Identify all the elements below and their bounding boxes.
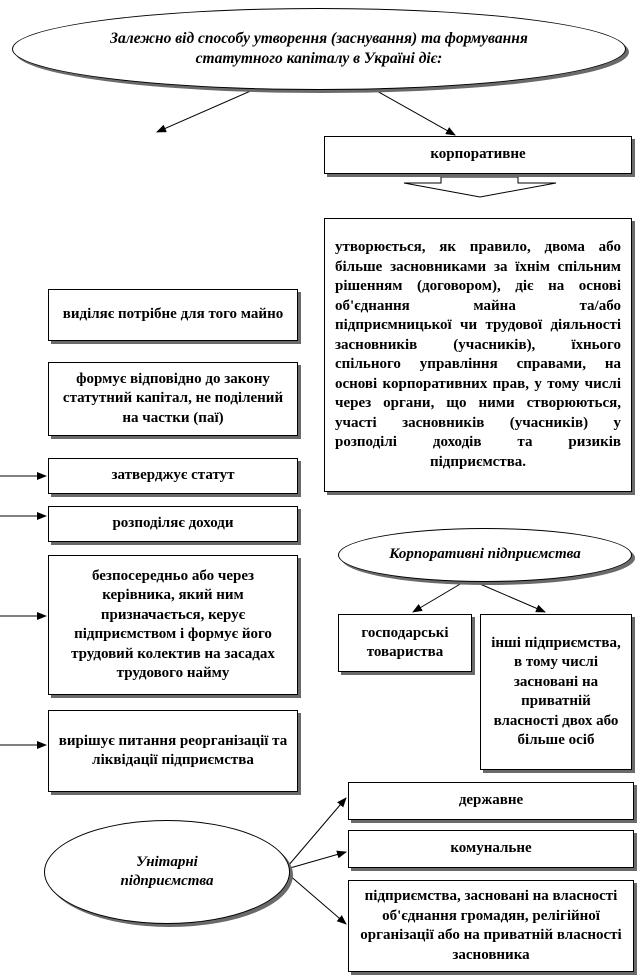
arrow-to-other-unitary <box>288 874 346 924</box>
header-text: Залежно від способу утворення (заснування) та формування статутного капіталу в Україні діє: <box>110 29 528 67</box>
corporate-description: утворюється, як правило, двома або більше засновниками за їхнім спільним рішенням (договором), діє на основі об'єднання майна та/або підприємницької чи трудової діяльності засновників (учасників), їхнього спільного управління справами, на основі корпоративних прав, у тому числі через органи, що ними створюються, участі засновників (учасників) у розподілі доходів та ризиків підприємства. <box>335 239 621 470</box>
type-text: інші підприємства, в тому числі засновані на приватній власності двох або більше осіб <box>491 634 621 748</box>
corporate-type-companies <box>338 614 472 672</box>
feature-manage-enterprise <box>48 555 298 695</box>
corporate-description-box <box>324 218 632 492</box>
feature-text: розподіляє доходи <box>112 515 234 532</box>
header-ellipse <box>12 8 626 90</box>
unitary-type-other <box>348 880 634 972</box>
unitary-enterprises-title: Унітарні підприємства <box>120 853 214 889</box>
unitary-type-communal <box>348 830 634 868</box>
down-arrow-icon <box>404 177 556 197</box>
feature-approve-charter <box>48 458 298 494</box>
corporate-enterprises-ellipse <box>338 528 632 582</box>
feature-form-capital <box>48 362 298 436</box>
arrow-to-companies <box>413 583 462 612</box>
type-text: господарські товариства <box>361 624 449 660</box>
arrow-to-left <box>157 86 262 132</box>
arrow-to-corporate <box>368 86 455 135</box>
feature-text: вирішує питання реорганізації та ліквідації підприємства <box>58 732 288 768</box>
feature-text: безпосередньо або через керівника, який ним призначається, керує підприємством і формує його трудовий колектив на засадах трудового найму <box>71 567 275 681</box>
corporate-label: корпоративне <box>430 146 526 163</box>
corporate-type-other <box>480 614 632 770</box>
feature-distribute-income <box>48 506 298 542</box>
arrow-to-state <box>288 798 346 866</box>
unitary-enterprises-ellipse <box>44 820 290 924</box>
corporate-enterprises-title: Корпоративні підприємства <box>389 546 581 563</box>
arrow-to-other <box>480 584 545 612</box>
corporate-label-box <box>324 136 632 174</box>
feature-allocate-property <box>48 289 298 341</box>
feature-reorganize <box>48 710 298 792</box>
type-text: підприємства, засновані на власності об'єднання громадян, релігійної організації або на приватній власності засновника <box>360 888 622 963</box>
feature-text: виділяє потрібне для того майно <box>62 306 284 323</box>
unitary-type-state <box>348 782 634 820</box>
type-text: державне <box>458 792 524 809</box>
feature-text: затверджує статут <box>111 467 235 484</box>
feature-text: формує відповідно до закону статутний капітал, не поділений на частки (паї) <box>62 370 284 426</box>
type-text: комунальне <box>450 840 532 857</box>
